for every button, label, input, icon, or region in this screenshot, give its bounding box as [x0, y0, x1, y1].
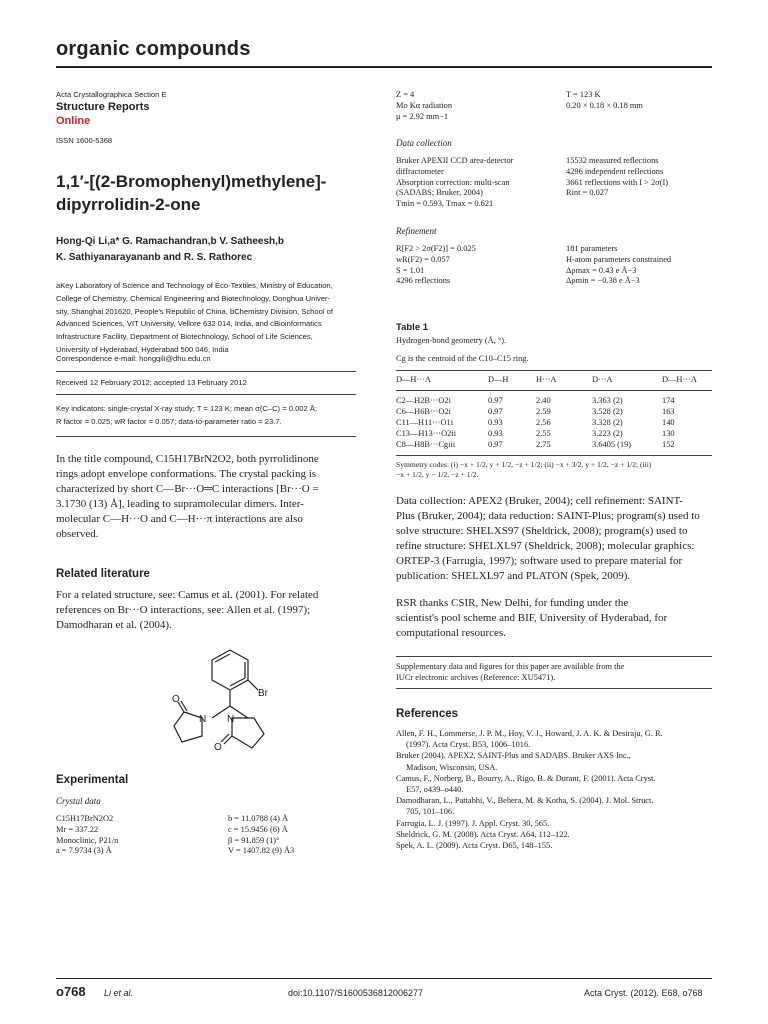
reference-line: 705, 101–106.: [406, 807, 455, 817]
table-row: [396, 396, 712, 407]
abstract-line: molecular C—H···O and C—H···π interactions are also: [56, 513, 303, 525]
reference-line: Bruker (2004). APEX2, SAINT-Plus and SADABS. Bruker AXS Inc.,: [396, 751, 631, 761]
authors: [56, 234, 284, 266]
crystal-data-item: Z = 4: [396, 90, 415, 99]
software-line: ORTEP-3 (Farrugia, 1997); software used to prepare material for: [396, 555, 683, 567]
abstract-line: In the title compound, C15H17BrN2O2, both pyrrolidinone: [56, 453, 319, 465]
refinement-item: wR(F2) = 0.057: [396, 254, 450, 264]
table-cell: C13—H13···O2ii: [396, 429, 457, 438]
crystal-data-item: a = 7.9734 (3) Å: [56, 846, 112, 856]
reference-line: Madison, Wisconsin, USA.: [406, 762, 498, 772]
atom-label-br: Br: [258, 688, 268, 699]
table-cell: 2.75: [536, 440, 551, 449]
software-line: Plus (Bruker, 2004); data reduction: SAINT-Plus; program(s) used to: [396, 510, 700, 522]
page-number: o768: [56, 984, 86, 999]
atom-label-n: N: [199, 714, 207, 725]
chemical-structure-diagram: [160, 648, 290, 756]
refinement-item: 181 parameters: [566, 244, 618, 253]
citation: Acta Cryst. (2012). E68, o768: [584, 988, 703, 998]
affiliation-line: College of Chemistry, Chemical Engineering and Biotechnology, Donghua Univer-: [56, 293, 331, 303]
reference-line: Sheldrick, G. M. (2008). Acta Cryst. A64, 112–122.: [396, 829, 570, 839]
table-note: Cg is the centroid of the C10–C15 ring.: [396, 354, 529, 363]
abstract-line: observed.: [56, 528, 99, 540]
title-line-1: 1,1′-[(2-Bromophenyl)methylene]-: [56, 172, 327, 191]
table-rule: [396, 370, 712, 371]
data-collection-heading: Data collection: [396, 138, 452, 148]
related-line: For a related structure, see: Camus et al. (2001). For related: [56, 589, 319, 601]
affiliations: [56, 280, 356, 357]
related-literature: [56, 588, 356, 633]
crystal-data-heading: Crystal data: [56, 796, 101, 806]
reference-line: Allen, F. H., Lommerse, J. P. M., Hoy, V. J., Howard, J. A. K. & Desiraju, G. R.: [396, 729, 663, 738]
table-cell: 3.6405 (19): [592, 440, 632, 449]
table-cell: 2.56: [536, 418, 551, 427]
correspondence: Correspondence e-mail: hongqili@dhu.edu.cn: [56, 354, 211, 363]
benzene-ring: [212, 650, 248, 690]
ack-line: computational resources.: [396, 627, 506, 639]
table-cell: C11—H11···O1i: [396, 418, 454, 427]
crystal-data-left: [56, 814, 118, 857]
crystal-data-right: [228, 814, 294, 857]
ack-line: RSR thanks CSIR, New Delhi, for funding under the: [396, 597, 629, 609]
data-collection-item: Tmin = 0.593, Tmax = 0.621: [396, 199, 494, 209]
table-cell: 2.59: [536, 407, 551, 416]
header-rule: [56, 66, 712, 68]
reference-line: E57, o439–o440.: [406, 785, 464, 795]
data-collection-left: [396, 156, 513, 210]
table-rule: [396, 455, 712, 456]
affiliation-line: aKey Laboratory of Science and Technology of Eco-Textiles, Ministry of Education,: [56, 281, 333, 290]
refinement-heading: Refinement: [396, 226, 437, 236]
journal-title: Structure Reports: [56, 101, 150, 113]
crystal-data-item: c = 15.9456 (6) Å: [228, 824, 288, 834]
crystal-data-item: Mo Kα radiation: [396, 100, 453, 110]
refinement-left: [396, 244, 476, 287]
refinement-item: H-atom parameters constrained: [566, 254, 672, 264]
table-cell: D···A: [592, 375, 613, 384]
crystal-data-item: β = 91.859 (1)°: [228, 835, 280, 845]
table-cell: 3.363 (2): [592, 396, 623, 405]
data-collection-item: 3661 reflections with I > 2σ(I): [566, 177, 669, 187]
refinement-item: Δρmin = −0.38 e Å−3: [566, 276, 640, 286]
table-row: [396, 418, 712, 429]
reference-line: Spek, A. L. (2009). Acta Cryst. D65, 148–155.: [396, 841, 553, 851]
table-cell: 0.93: [488, 418, 503, 427]
symmetry-line: Symmetry codes: (i) −x + 1/2, y + 1/2, −z + 1/2; (ii) −x + 3/2, y + 1/2, −z + 1/2; (iii): [396, 460, 652, 469]
table-cell: D—H···A: [396, 375, 431, 384]
table-header: [396, 375, 712, 386]
reference-line: (1997). Acta Cryst. B53, 1006–1016.: [406, 740, 531, 750]
abstract-line: 3.1730 (13) Å], leading to supramolecular dimers. Inter-: [56, 498, 304, 510]
table-header-row: [396, 375, 712, 386]
divider: [56, 371, 356, 372]
refinement-item: S = 1.01: [396, 265, 425, 275]
data-collection-item: Absorption correction: multi-scan: [396, 177, 510, 187]
reference-line: Camus, F., Norberg, B., Bourry, A., Rigo, B. & Durant, F. (2001). Acta Cryst.: [396, 773, 656, 783]
table-cell: D—H: [488, 375, 509, 384]
supplementary-line: IUCr electronic archives (Reference: XU5471).: [396, 672, 556, 682]
reference-line: Farrugia, L. J. (1997). J. Appl. Cryst. 30, 565.: [396, 818, 550, 828]
affiliation-line: University of Hyderabad, Hyderabad 500 046, India: [56, 344, 229, 354]
crystal-data-cont-left: [396, 90, 452, 122]
divider: [56, 394, 356, 395]
table-rule: [396, 390, 712, 391]
table-cell: 0.97: [488, 407, 503, 416]
journal-subtitle: Online: [56, 115, 91, 127]
title-line-2: dipyrrolidin-2-one: [56, 195, 201, 214]
supplementary-note: [396, 662, 712, 684]
data-collection-right: [566, 156, 668, 199]
table-cell: 140: [662, 418, 675, 427]
ack-line: scientist's pool scheme and BIF, University of Hyderabad, for: [396, 612, 668, 624]
masthead: [56, 90, 356, 146]
data-collection-item: Bruker APEXII CCD area-detector: [396, 156, 514, 165]
crystal-data-item: 0.20 × 0.18 × 0.18 mm: [566, 100, 643, 110]
table-cell: H···A: [536, 375, 557, 384]
table-cell: C8—H8B···Cgiii: [396, 440, 456, 449]
key-indicators: [56, 402, 356, 428]
crystal-data-item: V = 1407.82 (9) Å3: [228, 846, 295, 856]
key-indicators-line: Key indicators: single-crystal X-ray study; T = 123 K; mean σ(C–C) = 0.002 Å;: [56, 404, 318, 413]
crystal-data-item: μ = 2.92 mm−1: [396, 111, 449, 121]
software-line: refine structure: SHELXL97 (Sheldrick, 2008); molecular graphics:: [396, 540, 695, 552]
table-cell: 2.55: [536, 429, 551, 438]
divider: [56, 436, 356, 437]
refinement-item: Δρmax = 0.43 e Å−3: [566, 265, 637, 275]
refinement-item: R[F2 > 2σ(F2)] = 0.025: [396, 244, 476, 253]
software-line: solve structure: SHELXS97 (Sheldrick, 2008); program(s) used to: [396, 525, 688, 537]
table-caption: Hydrogen-bond geometry (Å, °).: [396, 336, 507, 345]
table-cell: 0.97: [488, 396, 503, 405]
table-cell: 0.97: [488, 440, 503, 449]
doi: doi:10.1107/S1600536812006277: [288, 988, 423, 998]
data-collection-item: (SADABS; Bruker, 2004): [396, 188, 483, 198]
reference-line: Damodharan, L., Pattabhi, V., Behera, M. & Kotha, S. (2004). J. Mol. Struct.: [396, 796, 654, 806]
table-title: Table 1: [396, 322, 429, 333]
footer-authors: Li et al.: [104, 988, 134, 998]
table-cell: 3.528 (2): [592, 407, 623, 416]
crystal-data-cont-right: [566, 90, 643, 112]
table-cell: 2.40: [536, 396, 551, 405]
authors-line-2: K. Sathiyanarayananb and R. S. Rathorec: [56, 252, 253, 263]
software-line: Data collection: APEX2 (Bruker, 2004); cell refinement: SAINT-: [396, 495, 683, 507]
key-indicators-line: R factor = 0.025; wR factor = 0.057; data-to-parameter ratio = 23.7.: [56, 417, 282, 426]
symmetry-codes: [396, 460, 712, 480]
data-collection-item: 15532 measured reflections: [566, 156, 659, 165]
crystal-data-item: Monoclinic, P21/n: [56, 835, 119, 845]
related-heading: Related literature: [56, 568, 150, 580]
article-title: [56, 170, 326, 216]
table-cell: 174: [662, 396, 675, 405]
software-line: publication: SHELXL97 and PLATON (Spek, 2009).: [396, 570, 631, 582]
atom-label-o: O: [214, 742, 222, 753]
table-cell: 3.223 (2): [592, 429, 623, 438]
data-collection-item: Rint = 0.027: [566, 188, 609, 198]
abstract: [56, 452, 356, 542]
abstract-line: characterized by short C—Br···O═C interactions [Br···O =: [56, 483, 319, 495]
issn: ISSN 1600-5368: [56, 136, 113, 145]
table-cell: D—H···A: [662, 375, 697, 384]
journal-name: Acta Crystallographica Section E: [56, 90, 167, 99]
data-collection-item: diffractometer: [396, 166, 444, 176]
affiliation-line: Advanced Sciences, VIT University, Vellore 632 014, India, and cBioinformatics: [56, 319, 322, 329]
crystal-data-item: b = 11.0788 (4) Å: [228, 814, 289, 823]
data-collection-item: 4296 independent reflections: [566, 166, 664, 176]
table-cell: 130: [662, 429, 675, 438]
table-body: [396, 396, 712, 451]
authors-line-1: Hong-Qi Li,a* G. Ramachandran,b V. Satheesh,b: [56, 236, 285, 247]
divider: [396, 688, 712, 689]
crystal-data-item: C15H17BrN2O2: [56, 814, 114, 823]
affiliation-line: sity, Shanghai 201620, People's Republic of China, bChemistry Division, School of: [56, 306, 333, 316]
acknowledgements: [396, 596, 712, 641]
table-cell: 152: [662, 440, 675, 449]
section-title: organic compounds: [56, 38, 251, 60]
crystal-data-item: Mr = 337.22: [56, 824, 99, 834]
related-line: references on Br···O interactions, see: Allen et al. (1997);: [56, 604, 311, 616]
table-cell: 163: [662, 407, 675, 416]
crystal-data-item: T = 123 K: [566, 90, 601, 99]
related-line: Damodharan et al. (2004).: [56, 619, 172, 631]
atom-label-n: N: [227, 714, 235, 725]
experimental-heading: Experimental: [56, 774, 129, 786]
abstract-line: rings adopt envelope conformations. The crystal packing is: [56, 468, 317, 480]
atom-label-o: O: [172, 694, 180, 705]
references-list: [396, 728, 712, 851]
table-row: [396, 440, 712, 451]
table-cell: C6—H6B···O2i: [396, 407, 451, 416]
received-dates: Received 12 February 2012; accepted 13 February 2012: [56, 378, 247, 387]
table-cell: 0.93: [488, 429, 503, 438]
software-paragraph: [396, 494, 712, 584]
table-row: [396, 407, 712, 418]
supplementary-line: Supplementary data and figures for this paper are available from the: [396, 662, 625, 671]
symmetry-line: −x + 1/2, y − 1/2, −z + 1/2.: [396, 470, 479, 479]
divider: [396, 656, 712, 657]
refinement-item: 4296 reflections: [396, 276, 451, 286]
references-heading: References: [396, 708, 459, 720]
table-cell: C2—H2B···O2i: [396, 396, 451, 405]
table-cell: 3.328 (2): [592, 418, 623, 427]
affiliation-line: Infrastructure Facility, Department of Biotechnology, School of Life Sciences,: [56, 332, 313, 342]
footer-rule: [56, 978, 712, 979]
refinement-right: [566, 244, 671, 287]
table-row: [396, 429, 712, 440]
